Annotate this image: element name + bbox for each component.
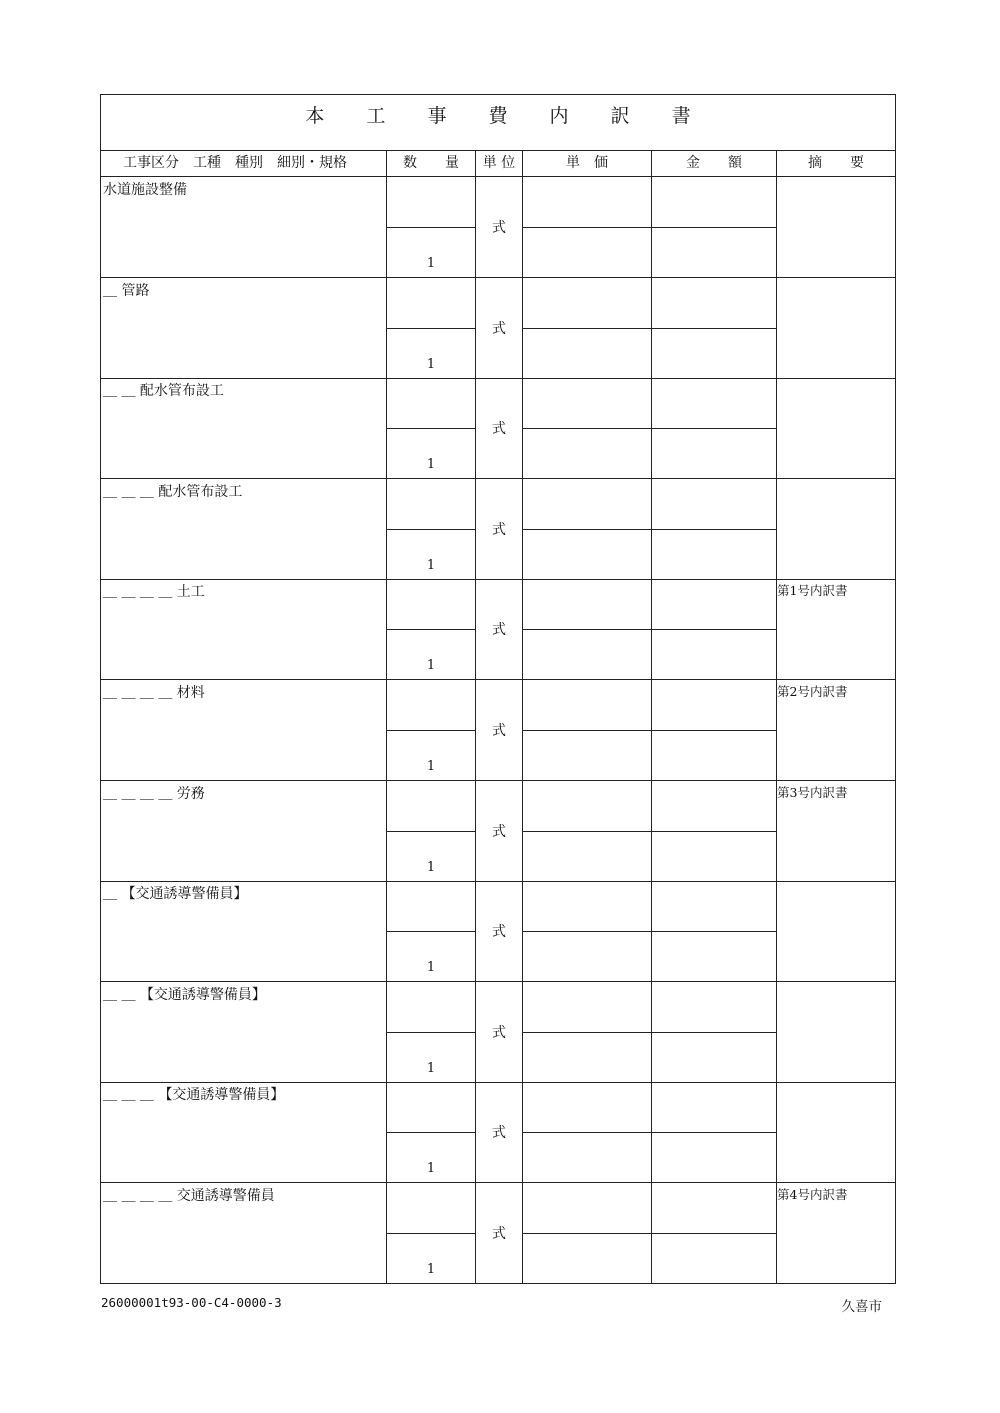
cell-divider (652, 227, 776, 228)
table-row (101, 680, 895, 781)
unit-value: 式 (492, 924, 506, 941)
unit-value: 式 (492, 622, 506, 639)
table-row (101, 278, 895, 379)
cell-divider (523, 1132, 651, 1133)
quantity-value: 1 (426, 960, 436, 976)
table-row (101, 479, 895, 580)
cell-divider (387, 529, 475, 530)
item-name: ＿ ＿ 配水管布設工 (103, 383, 224, 400)
header-item: 工事区分 工種 種別 細別・規格 (123, 155, 347, 171)
cell-divider (387, 730, 475, 731)
quantity-value: 1 (426, 1262, 436, 1277)
cell-divider (523, 227, 651, 228)
cell-divider (652, 831, 776, 832)
item-name: 水道施設整備 (103, 182, 187, 198)
cell-divider (523, 831, 651, 832)
quantity-value: 1 (426, 557, 436, 573)
header-unit-price: 単 価 (566, 155, 608, 171)
header-quantity: 数 量 (403, 155, 459, 171)
table-body (101, 177, 895, 1283)
quantity-value: 1 (426, 1161, 436, 1177)
quantity-value: 1 (426, 1060, 436, 1076)
cell-divider (387, 227, 475, 228)
cell-divider (387, 1032, 475, 1033)
item-name: ＿ 【交通誘導警備員】 (103, 886, 248, 903)
cell-divider (652, 1032, 776, 1033)
item-name: ＿ ＿ ＿ ＿ 交通誘導警備員 (103, 1188, 275, 1204)
remarks-value: 第3号内訳書 (777, 784, 848, 800)
unit-value: 式 (492, 1125, 506, 1142)
cell-divider (652, 629, 776, 630)
breakdown-sheet (100, 94, 896, 1284)
cell-divider (652, 931, 776, 932)
item-name: ＿ ＿ 【交通誘導警備員】 (103, 986, 266, 1003)
remarks-value: 第1号内訳書 (777, 583, 848, 599)
unit-value: 式 (492, 421, 506, 438)
quantity-value: 1 (426, 457, 436, 473)
cell-divider (523, 1032, 651, 1033)
table-row (101, 881, 895, 982)
quantity-value: 1 (426, 859, 436, 875)
table-row (101, 982, 895, 1083)
item-name: ＿ ＿ ＿ 配水管布設工 (103, 483, 243, 500)
cell-divider (523, 428, 651, 429)
item-name: ＿ ＿ ＿ ＿ 材料 (103, 685, 205, 701)
cell-divider (652, 730, 776, 731)
unit-value: 式 (492, 1226, 506, 1242)
table-row (101, 1183, 895, 1284)
unit-value: 式 (492, 521, 506, 538)
header-remarks: 摘 要 (808, 155, 864, 171)
cell-divider (652, 428, 776, 429)
quantity-value: 1 (426, 759, 436, 774)
page-title: 本 工 事 費 内 訳 書 (305, 105, 709, 127)
remarks-value: 第4号内訳書 (777, 1187, 848, 1202)
header-amount: 金 額 (686, 155, 742, 171)
table-row (101, 781, 895, 882)
unit-value: 式 (492, 1024, 506, 1041)
cell-divider (387, 328, 475, 329)
cell-divider (652, 529, 776, 530)
item-name: ＿ 管路 (103, 282, 150, 299)
unit-value: 式 (492, 220, 506, 236)
remarks-value: 第2号内訳書 (777, 684, 848, 699)
cell-divider (387, 629, 475, 630)
cell-divider (387, 831, 475, 832)
item-name: ＿ ＿ ＿ ＿ 土工 (103, 584, 205, 601)
title-area (101, 95, 895, 151)
cell-divider (652, 328, 776, 329)
table-row (101, 378, 895, 479)
item-name: ＿ ＿ ＿ ＿ 労務 (103, 785, 205, 802)
cell-divider (387, 428, 475, 429)
unit-value: 式 (492, 320, 506, 337)
cell-divider (523, 730, 651, 731)
cell-divider (523, 1233, 651, 1234)
table-row (101, 177, 895, 278)
quantity-value: 1 (426, 356, 436, 372)
cell-divider (387, 1132, 475, 1133)
table-row (101, 579, 895, 680)
table-row (101, 1082, 895, 1183)
unit-value: 式 (492, 723, 506, 739)
header-unit: 単 位 (482, 155, 516, 171)
cell-divider (523, 328, 651, 329)
quantity-value: 1 (426, 256, 436, 271)
cell-divider (387, 931, 475, 932)
cell-divider (523, 629, 651, 630)
cell-divider (652, 1132, 776, 1133)
cell-divider (387, 1233, 475, 1234)
cell-divider (652, 1233, 776, 1234)
quantity-value: 1 (426, 658, 436, 674)
cell-divider (523, 529, 651, 530)
unit-value: 式 (492, 823, 506, 840)
item-name: ＿ ＿ ＿ 【交通誘導警備員】 (103, 1087, 285, 1104)
document-code: 26000001t93-00-C4-0000-3 (101, 1295, 282, 1310)
city-name: 久喜市 (841, 1299, 882, 1315)
cell-divider (523, 931, 651, 932)
